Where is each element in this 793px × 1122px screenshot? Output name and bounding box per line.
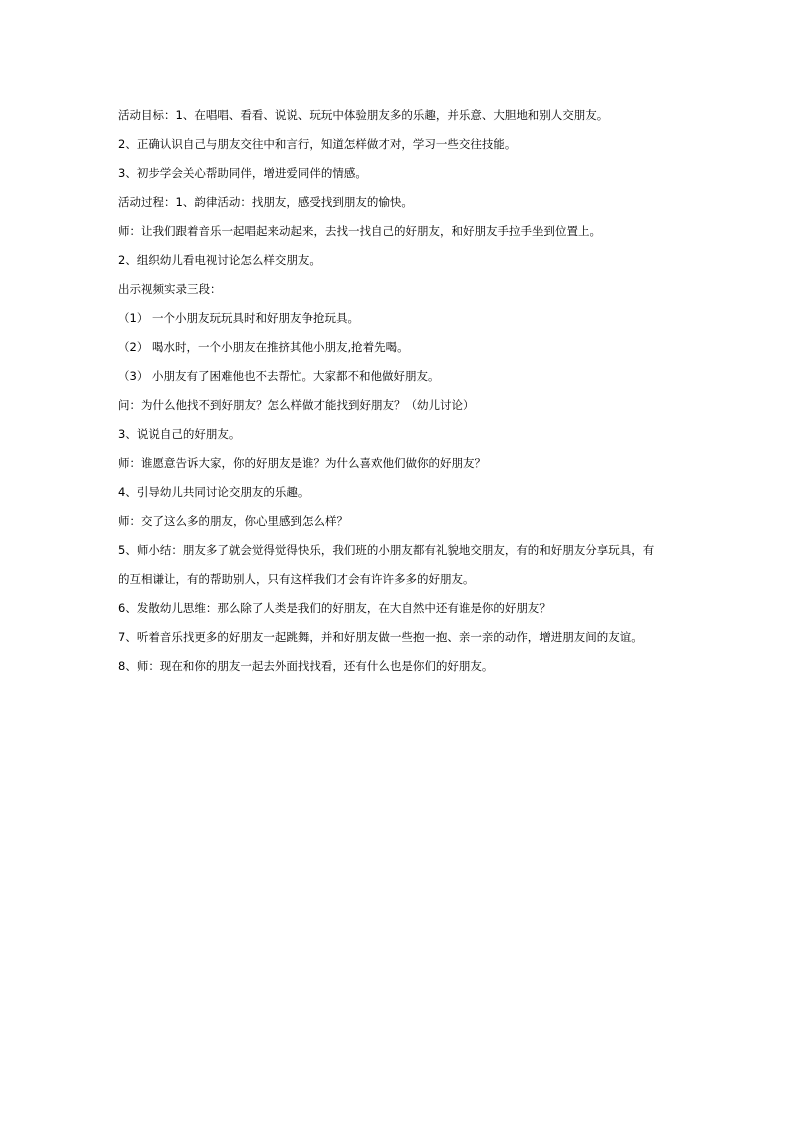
paragraph-question: 问：为什么他找不到好朋友？怎么样做才能找到好朋友？（幼儿讨论）	[118, 398, 475, 412]
paragraph-video-3: （3） 小朋友有了困难他也不去帮忙。大家都不和他做好朋友。	[118, 369, 440, 383]
paragraph-summary-line-1: 5、师小结：朋友多了就会觉得觉得快乐，我们班的小朋友都有礼貌地交朋友，有的和好朋友分享玩具，有	[118, 543, 655, 557]
paragraph-step-8: 8、师：现在和你的朋友一起去外面找找看，还有什么也是你们的好朋友。	[118, 659, 494, 673]
paragraph-process-1: 活动过程：1、韵律活动：找朋友，感受找到朋友的愉快。	[118, 195, 413, 209]
paragraph-video-2: （2） 喝水时，一个小朋友在推挤其他小朋友,抢着先喝。	[118, 340, 409, 354]
paragraph-video-intro: 出示视频实录三段：	[118, 282, 222, 296]
paragraph-goal-2: 2、正确认识自己与朋友交往中和言行，知道怎样做才对，学习一些交往技能。	[118, 137, 517, 151]
paragraph-goal-3: 3、初步学会关心帮助同伴，增进爱同伴的情感。	[118, 166, 367, 180]
paragraph-teacher-2: 师：谁愿意告诉大家，你的好朋友是谁？为什么喜欢他们做你的好朋友？	[118, 456, 486, 470]
paragraph-step-3: 3、说说自己的好朋友。	[118, 427, 241, 441]
paragraph-teacher-3: 师：交了这么多的朋友，你心里感到怎么样？	[118, 514, 348, 528]
paragraph-goal-1: 活动目标：1、在唱唱、看看、说说、玩玩中体验朋友多的乐趣，并乐意、大胆地和别人交朋友。	[118, 108, 609, 122]
document-body	[118, 101, 678, 681]
paragraph-step-7: 7、听着音乐找更多的好朋友一起跳舞，并和好朋友做一些抱一抱、亲一亲的动作，增进朋友间的友谊。	[118, 630, 643, 644]
paragraph-step-2: 2、组织幼儿看电视讨论怎么样交朋友。	[118, 253, 321, 267]
paragraph-video-1: （1） 一个小朋友玩玩具时和好朋友争抢玩具。	[118, 311, 359, 325]
paragraph-teacher-1: 师：让我们跟着音乐一起唱起来动起来，去找一找自己的好朋友，和好朋友手拉手坐到位置上。	[118, 224, 601, 238]
paragraph-summary-line-2: 的互相谦让，有的帮助别人，只有这样我们才会有许许多多的好朋友。	[118, 572, 475, 586]
paragraph-step-6: 6、发散幼儿思维：那么除了人类是我们的好朋友，在大自然中还有谁是你的好朋友？	[118, 601, 551, 615]
paragraph-step-4: 4、引导幼儿共同讨论交朋友的乐趣。	[118, 485, 310, 499]
